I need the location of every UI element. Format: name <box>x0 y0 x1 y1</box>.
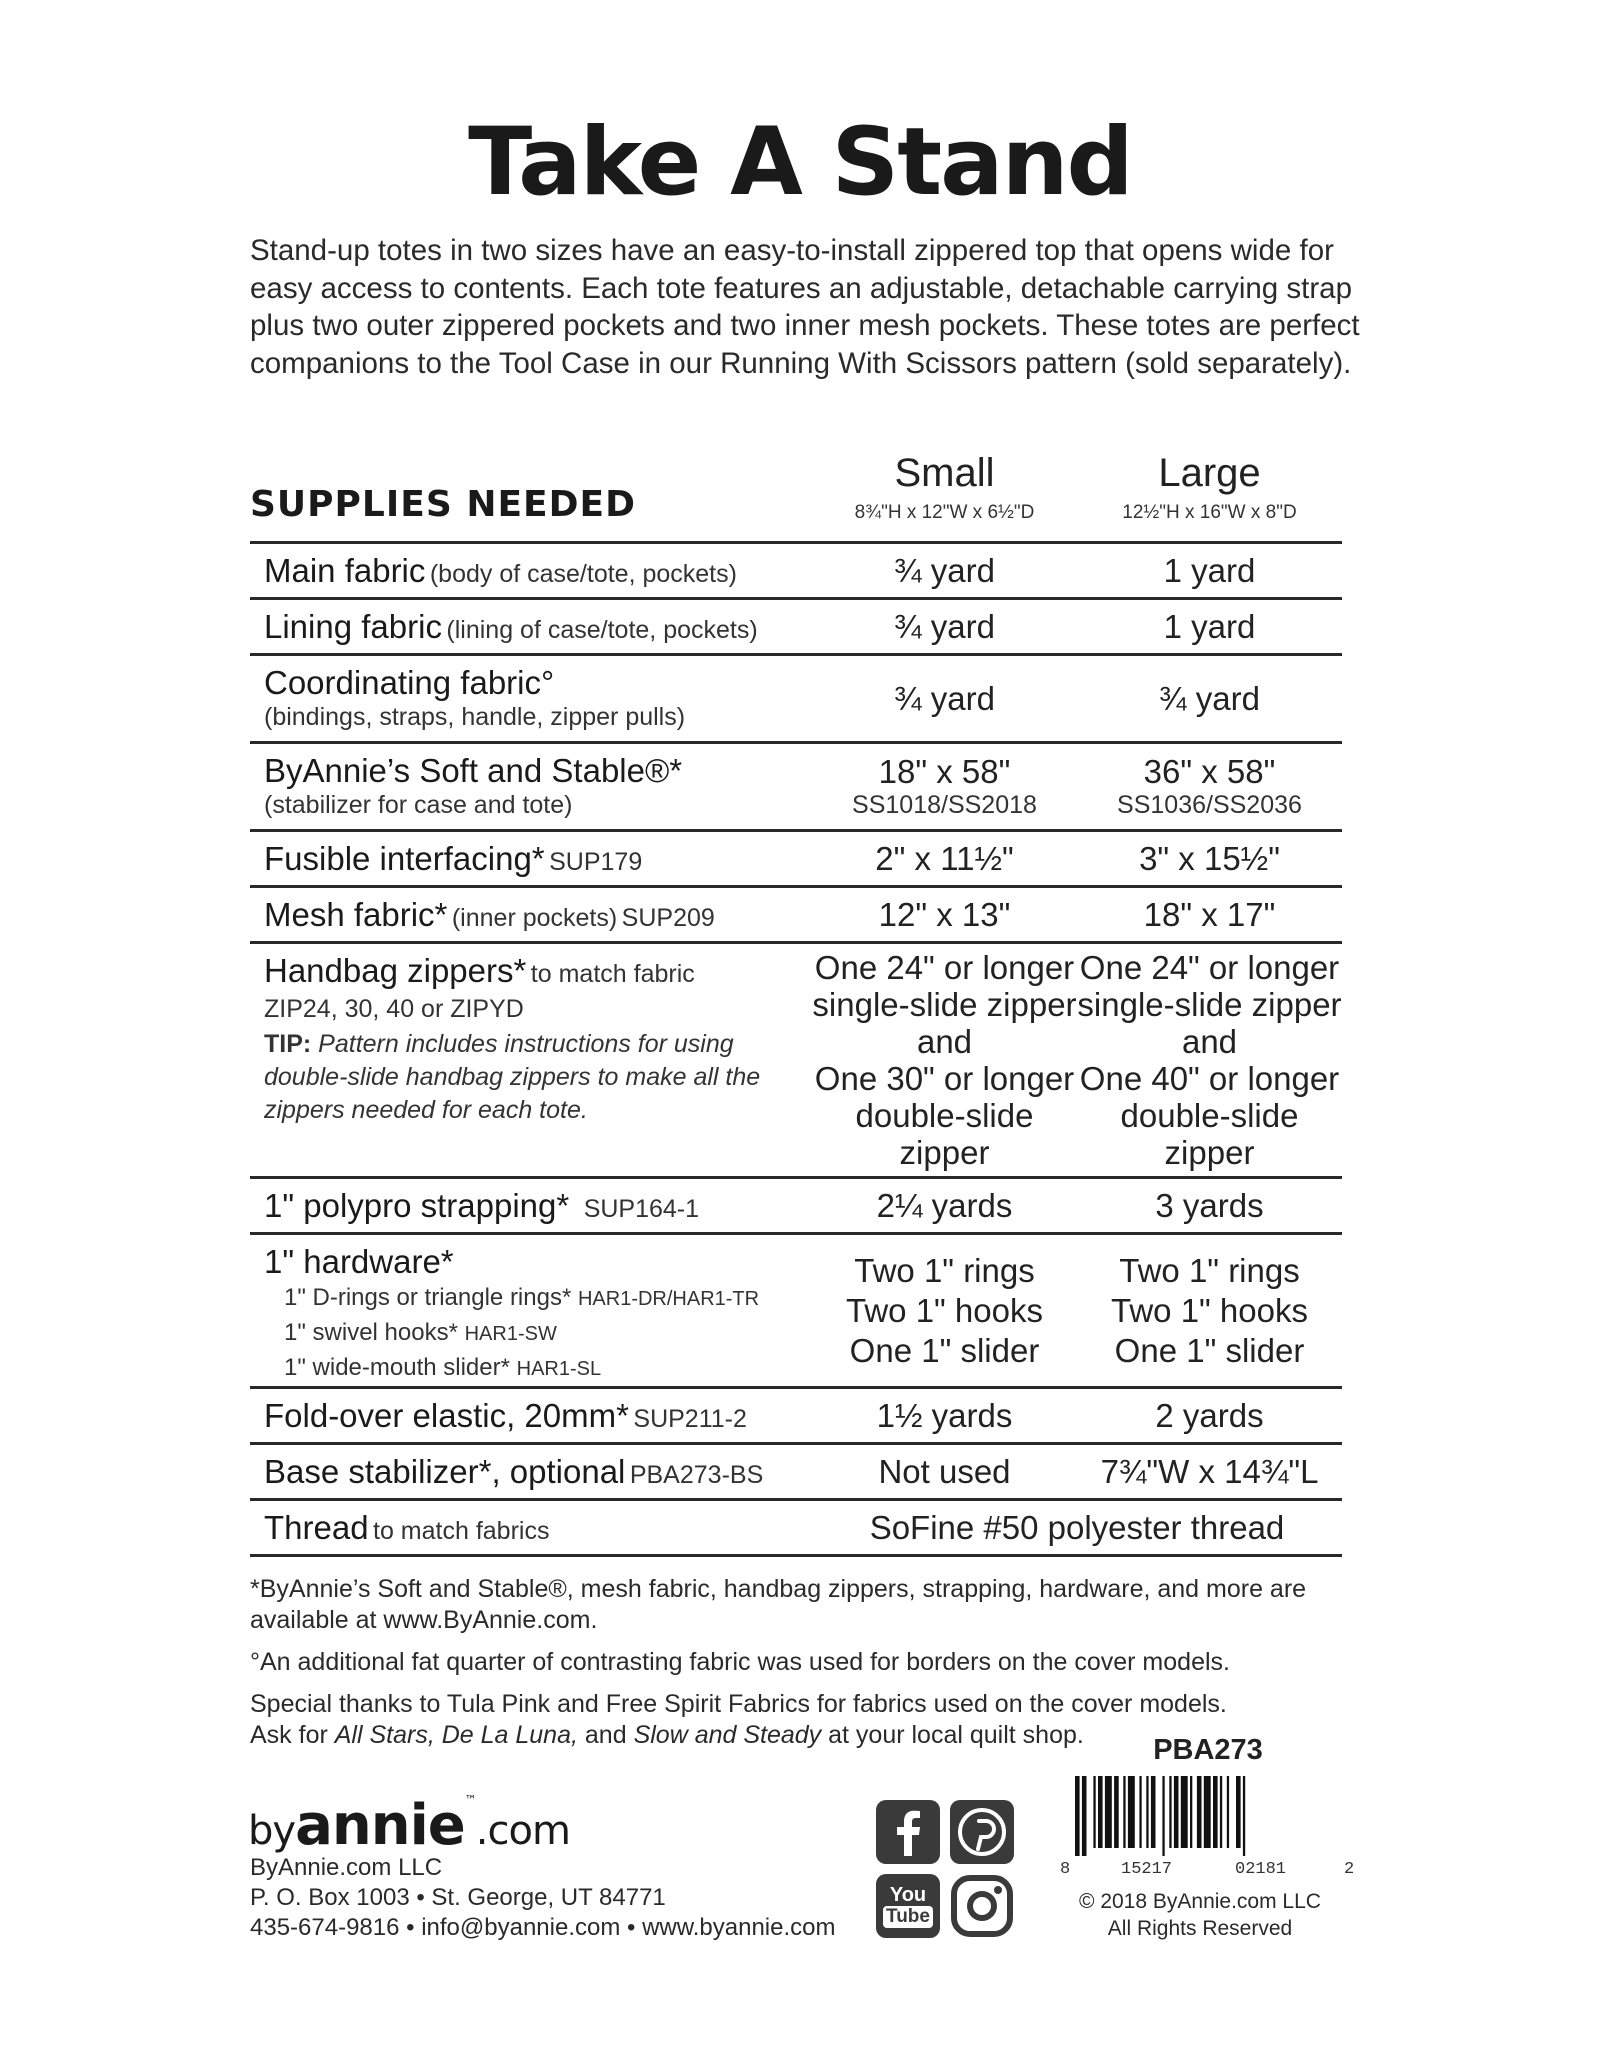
subitem-text: 1" wide-mouth slider* <box>284 1354 510 1381</box>
youtube-icon[interactable] <box>876 1874 940 1938</box>
table-row <box>250 832 1342 888</box>
small-value <box>812 1235 1077 1386</box>
intro-paragraph: Stand-up totes in two sizes have an easy-to-install zippered top that opens wide for easy access to contents. Each tote features an adjustable, detachable carrying strap plus two outer zippered pockets and two inner mesh pockets. These totes are perfect companions to the Tool Case in our Running With Scissors pattern (sold separately). <box>250 234 1360 380</box>
small-value: 2¼ yards <box>876 1187 1013 1224</box>
barcode-bar <box>1114 1776 1119 1848</box>
value-line: and <box>916 1023 973 1060</box>
large-value: 3 yards <box>1155 1187 1264 1224</box>
large-value <box>1077 1235 1342 1386</box>
large-value <box>1077 944 1342 1176</box>
barcode-bar <box>1105 1776 1112 1848</box>
logo-tm: ™ <box>464 1793 476 1807</box>
byannie-logo <box>248 1793 570 1858</box>
barcode-bar <box>1098 1776 1103 1848</box>
barcode-bar <box>1082 1776 1087 1856</box>
large-value: ¾ yard <box>1159 680 1260 717</box>
barcode-bar <box>1220 1776 1222 1848</box>
item-cell <box>250 1235 812 1386</box>
item-name: Main fabric <box>264 552 426 589</box>
barcode-bar <box>1213 1776 1218 1848</box>
table-row <box>250 1445 1342 1501</box>
hardware-subitem <box>264 1281 812 1316</box>
table-row <box>250 600 1342 656</box>
item-cell <box>250 944 812 1176</box>
barcode-bar <box>1151 1776 1156 1848</box>
thanks-fabrics-2: Slow and Steady <box>633 1721 822 1749</box>
item-note: (stabilizer for case and tote) <box>264 791 573 819</box>
item-code: SUP209 <box>621 904 715 932</box>
item-note: (lining of case/tote, pockets) <box>446 616 758 644</box>
small-value: Not used <box>878 1453 1011 1490</box>
large-size: 36" x 58" <box>1143 753 1276 790</box>
table-row <box>250 1235 1342 1389</box>
item-cell <box>250 744 812 829</box>
item-name: ByAnnie’s Soft and Stable®* <box>264 752 683 789</box>
value-line: single-slide zipper <box>1077 986 1342 1023</box>
small-code: SS1018/SS2018 <box>852 791 1037 819</box>
value-line: One 40" or longer <box>1079 1060 1340 1097</box>
company-address: P. O. Box 1003 • St. George, UT 84771 <box>250 1884 666 1911</box>
item-code: SUP179 <box>549 848 643 876</box>
logo-annie: annie <box>295 1793 465 1858</box>
barcode <box>1073 1776 1337 1856</box>
item-cell <box>250 1389 812 1442</box>
barcode-bar <box>1128 1776 1135 1848</box>
large-value: 1 yard <box>1163 608 1256 645</box>
instagram-icon[interactable] <box>950 1874 1014 1938</box>
item-note: (inner pockets) <box>451 904 618 932</box>
item-name: Fold-over elastic, 20mm* <box>264 1397 629 1434</box>
barcode-bar <box>1146 1776 1148 1848</box>
value-line: One 1" slider <box>849 1331 1040 1369</box>
table-row <box>250 1179 1342 1235</box>
large-value: 3" x 15½" <box>1139 840 1280 877</box>
barcode-digits-left: 15217 <box>1121 1860 1173 1879</box>
item-name: Fusible interfacing* <box>264 840 545 877</box>
pinterest-icon[interactable] <box>950 1800 1014 1864</box>
value-line: and <box>1181 1023 1238 1060</box>
supplies-heading: SUPPLIES NEEDED <box>250 484 636 525</box>
small-value: ¾ yard <box>894 552 995 589</box>
item-cell <box>250 656 812 741</box>
column-small-name: Small <box>894 451 995 495</box>
value-line: Two 1" rings <box>1119 1251 1300 1289</box>
item-code: SUP164-1 <box>583 1195 700 1223</box>
column-small-dims: 8¾"H x 12"W x 6½"D <box>854 502 1035 523</box>
thanks-and: and <box>577 1721 634 1749</box>
item-name: 1" polypro strapping* <box>264 1187 570 1224</box>
barcode-bar <box>1162 1776 1164 1856</box>
item-cell <box>250 832 812 885</box>
subitem-code: HAR1-SW <box>464 1323 557 1345</box>
youtube-you: You <box>889 1884 927 1906</box>
barcode-bar <box>1123 1776 1125 1848</box>
value-line: One 1" slider <box>1114 1331 1305 1369</box>
table-row <box>250 744 1342 832</box>
item-note: to match fabrics <box>373 1517 550 1545</box>
item-cell <box>250 1501 812 1554</box>
small-size: 18" x 58" <box>878 753 1011 790</box>
small-value: ¾ yard <box>894 680 995 717</box>
value-line: One 24" or longer <box>814 949 1075 986</box>
barcode-bar <box>1227 1776 1229 1848</box>
value-line: One 24" or longer <box>1079 949 1340 986</box>
subitem-code: HAR1-SL <box>516 1358 602 1380</box>
facebook-icon[interactable] <box>876 1800 940 1864</box>
item-cell <box>250 544 812 597</box>
small-value: ¾ yard <box>894 608 995 645</box>
item-cell <box>250 1179 812 1232</box>
supplies-table <box>250 541 1342 1557</box>
footnote-star: *ByAnnie’s Soft and Stable®, mesh fabric, handbag zippers, strapping, hardware, and more are available at www.ByAnnie.com. <box>250 1575 1307 1634</box>
barcode-bar <box>1243 1776 1245 1856</box>
item-note: to match fabric <box>530 960 695 988</box>
company-name: ByAnnie.com LLC <box>250 1854 443 1881</box>
barcode-bar <box>1174 1776 1179 1848</box>
table-row <box>250 1389 1342 1445</box>
barcode-bar <box>1181 1776 1188 1848</box>
table-row <box>250 1501 1342 1557</box>
subitem-text: 1" swivel hooks* <box>284 1319 458 1346</box>
small-value: 2" x 11½" <box>875 840 1014 877</box>
large-value: 18" x 17" <box>1143 896 1276 933</box>
value-line: double-slide <box>855 1097 1034 1134</box>
column-large-name: Large <box>1158 451 1261 495</box>
subitem-code: HAR1-DR/HAR1-TR <box>577 1288 760 1310</box>
column-large-dims: 12½"H x 16"W x 8"D <box>1122 502 1297 523</box>
value-line: single-slide zipper <box>812 986 1077 1023</box>
value-line: Two 1" hooks <box>1111 1291 1308 1329</box>
barcode-bar <box>1197 1776 1202 1848</box>
item-name: Coordinating fabric° <box>264 664 555 701</box>
tip-note <box>264 1028 812 1127</box>
copyright-line-1: © 2018 ByAnnie.com LLC <box>1079 1890 1321 1913</box>
large-value: 1 yard <box>1163 552 1256 589</box>
copyright-line-2: All Rights Reserved <box>1107 1917 1293 1940</box>
logo-by: by <box>248 1808 296 1854</box>
large-code: SS1036/SS2036 <box>1117 791 1302 819</box>
item-note: (body of case/tote, pockets) <box>429 560 737 588</box>
barcode-digit-first: 8 <box>1060 1860 1071 1879</box>
item-cell <box>250 600 812 653</box>
thanks-pre: Ask for <box>250 1721 335 1749</box>
youtube-tube: Tube <box>883 1906 933 1928</box>
item-code: ZIP24, 30, 40 or ZIPYD <box>264 995 524 1023</box>
item-name: Base stabilizer*, optional <box>264 1453 626 1490</box>
footnote-degree: °An additional fat quarter of contrasting fabric was used for borders on the cover models. <box>250 1648 1230 1676</box>
item-name: Handbag zippers* <box>264 952 527 989</box>
table-row <box>250 656 1342 744</box>
tip-label: TIP: <box>264 1030 312 1058</box>
value-line: double-slide <box>1120 1097 1299 1134</box>
hardware-subitem <box>264 1316 812 1351</box>
value-line: zipper <box>899 1134 990 1171</box>
large-value: 7¾"W x 14¾"L <box>1100 1453 1319 1490</box>
barcode-bar <box>1190 1776 1192 1848</box>
barcode-digit-last: 2 <box>1344 1860 1355 1879</box>
barcode-bar <box>1139 1776 1141 1848</box>
table-row <box>250 544 1342 600</box>
value-line: One 30" or longer <box>814 1060 1075 1097</box>
small-value: 12" x 13" <box>878 896 1011 933</box>
combined-value: SoFine #50 polyester thread <box>869 1508 1285 1546</box>
large-value: 2 yards <box>1155 1397 1264 1434</box>
item-cell <box>250 888 812 941</box>
item-cell <box>250 1445 812 1498</box>
table-row <box>250 944 1342 1179</box>
item-name: 1" hardware* <box>264 1243 454 1280</box>
barcode-bar <box>1093 1776 1095 1848</box>
column-header-small <box>812 450 1077 524</box>
footnotes <box>250 1574 1370 1751</box>
small-value <box>812 944 1077 1176</box>
small-value: 1½ yards <box>876 1397 1013 1434</box>
table-row <box>250 888 1342 944</box>
small-value <box>812 744 1077 829</box>
item-name: Mesh fabric* <box>264 896 448 933</box>
item-name: Thread <box>264 1509 369 1546</box>
item-code: SUP211-2 <box>633 1405 747 1433</box>
copyright <box>1060 1888 1340 1942</box>
column-header-large <box>1077 450 1342 524</box>
barcode-digits-right: 02181 <box>1235 1860 1287 1879</box>
item-name: Lining fabric <box>264 608 442 645</box>
thanks-line-1: Special thanks to Tula Pink and Free Spirit Fabrics for fabrics used on the cover models. <box>250 1690 1227 1718</box>
company-contact: 435-674-9816 • info@byannie.com • www.byannie.com <box>250 1914 836 1941</box>
hardware-subitem <box>264 1351 812 1386</box>
company-info <box>250 1853 836 1943</box>
large-value <box>1077 744 1342 829</box>
barcode-bar <box>1075 1776 1080 1856</box>
item-note: (bindings, straps, handle, zipper pulls) <box>264 703 686 731</box>
thanks-fabrics-1: All Stars, De La Luna, <box>334 1721 578 1749</box>
barcode-bar <box>1236 1776 1241 1848</box>
page-title: Take A Stand <box>468 108 1132 217</box>
thanks-post: at your local quilt shop. <box>821 1721 1084 1749</box>
value-line: Two 1" hooks <box>846 1291 1043 1329</box>
sku-code: PBA273 <box>1153 1734 1263 1766</box>
tip-text: Pattern includes instructions for using double-slide handbag zippers to make all the zippers needed for each tote. <box>264 1030 761 1124</box>
subitem-text: 1" D-rings or triangle rings* <box>284 1284 572 1311</box>
barcode-bar <box>1204 1776 1211 1848</box>
logo-com: .com <box>475 1808 570 1854</box>
value-line: zipper <box>1164 1134 1255 1171</box>
barcode-bar <box>1169 1776 1171 1848</box>
value-line: Two 1" rings <box>854 1251 1035 1289</box>
item-code: PBA273-BS <box>629 1461 764 1489</box>
